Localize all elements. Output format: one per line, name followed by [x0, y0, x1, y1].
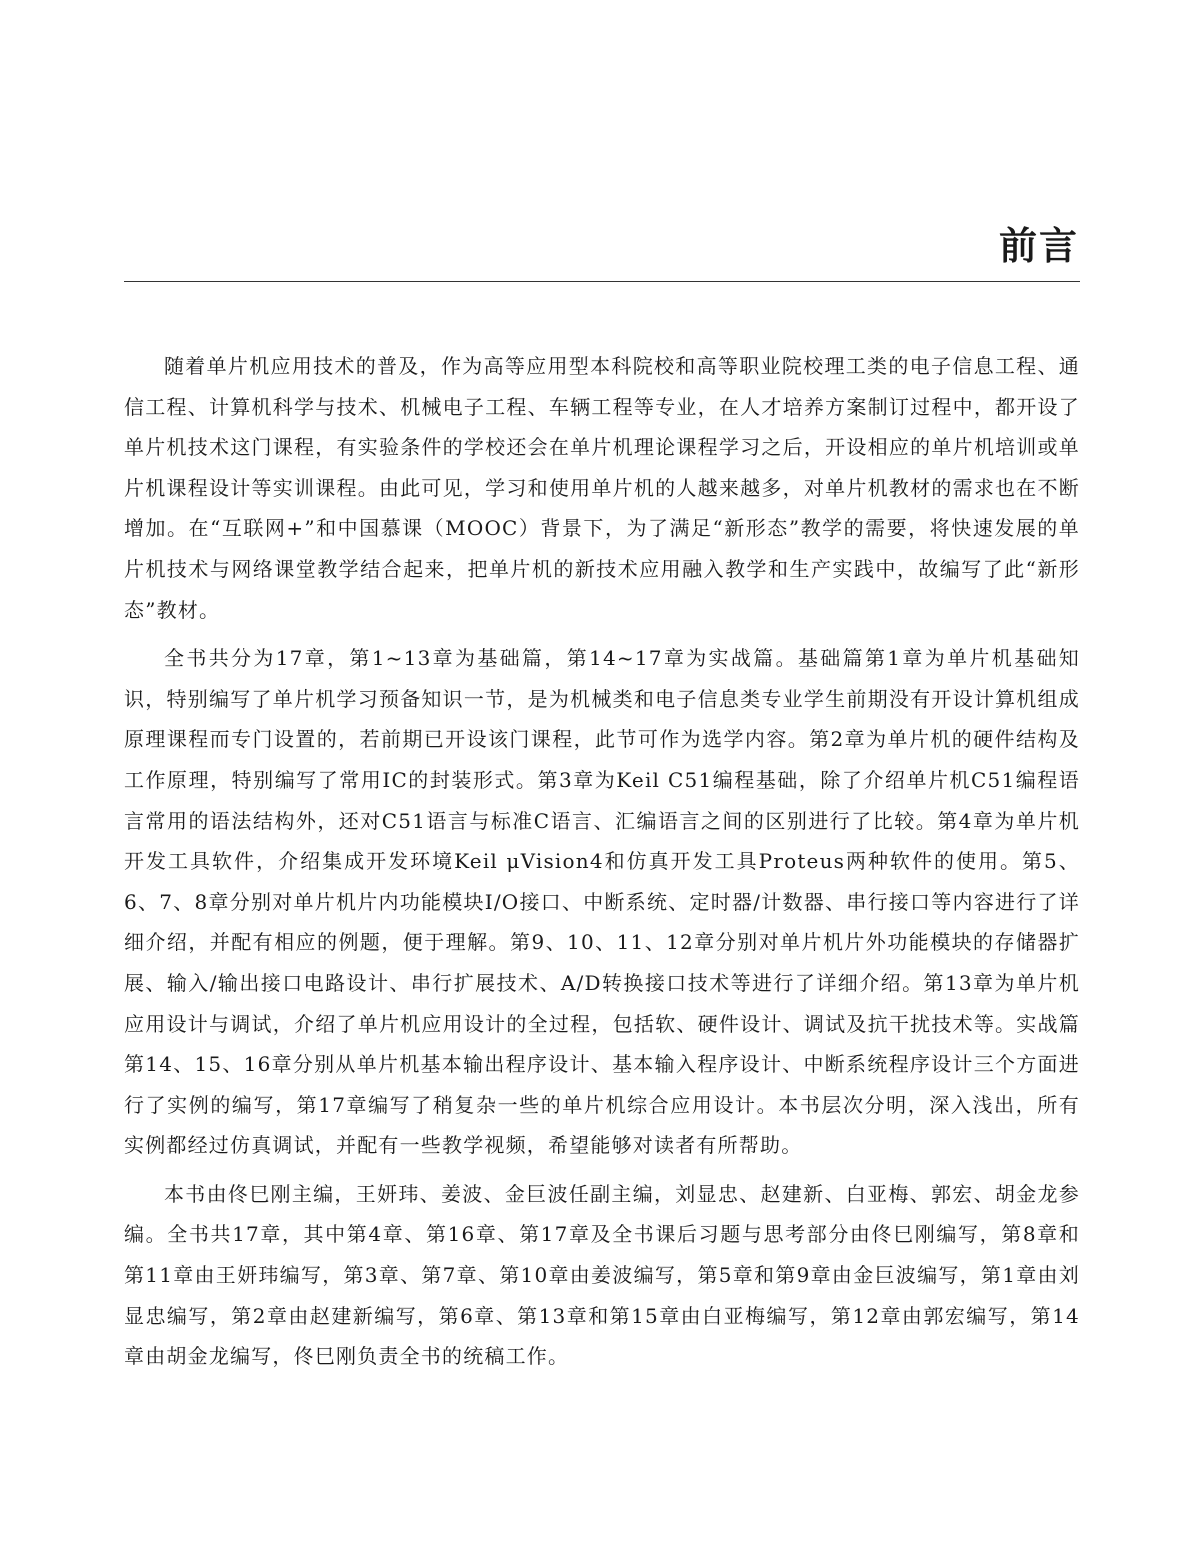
- paragraph-authors: 本书由佟巳刚主编，王妍玮、姜波、金巨波任副主编，刘显忠、赵建新、白亚梅、郭宏、胡金龙参编。全书共17章，其中第4章、第16章、第17章及全书课后习题与思考部分由佟巳刚编写，第8章和第11章由王妍玮编写，第3章、第7章、第10章由姜波编写，第5章和第9章由金巨波编写，第1章由刘显忠编写，第2章由赵建新编写，第6章、第13章和第15章由白亚梅编写，第12章由郭宏编写，第14章由胡金龙编写，佟巳刚负责全书的统稿工作。: [124, 1181, 1080, 1369]
- preface-body: [124, 346, 1080, 1385]
- title-divider: [124, 281, 1080, 282]
- page-title: 前言: [998, 223, 1079, 268]
- paragraph-intro: 随着单片机应用技术的普及，作为高等应用型本科院校和高等职业院校理工类的电子信息工程、通信工程、计算机科学与技术、机械电子工程、车辆工程等专业，在人才培养方案制订过程中，都开设了单片机技术这门课程，有实验条件的学校还会在单片机理论课程学习之后，开设相应的单片机培训或单片机课程设计等实训课程。由此可见，学习和使用单片机的人越来越多，对单片机教材的需求也在不断增加。在“互联网+”和中国慕课（MOOC）背景下，为了满足“新形态”教学的需要，将快速发展的单片机技术与网络课堂教学结合起来，把单片机的新技术应用融入教学和生产实践中，故编写了此“新形态”教材。: [124, 354, 1080, 622]
- paragraph-structure: 全书共分为17章，第1~13章为基础篇，第14~17章为实战篇。基础篇第1章为单片机基础知识，特别编写了单片机学习预备知识一节，是为机械类和电子信息类专业学生前期没有开设计算机组成原理课程而专门设置的，若前期已开设该门课程，此节可作为选学内容。第2章为单片机的硬件结构及工作原理，特别编写了常用IC的封装形式。第3章为Keil C51编程基础，除了介绍单片机C51编程语言常用的语法结构外，还对C51语言与标准C语言、汇编语言之间的区别进行了比较。第4章为单片机开发工具软件，介绍集成开发环境Keil μVision4和仿真开发工具Proteus两种软件的使用。第5、6、7、8章分别对单片机片内功能模块I/O接口、中断系统、定时器/计数器、串行接口等内容进行了详细介绍，并配有相应的例题，便于理解。第9、10、11、12章分别对单片机片外功能模块的存储器扩展、输入/输出接口电路设计、串行扩展技术、A/D转换接口技术等进行了详细介绍。第13章为单片机应用设计与调试，介绍了单片机应用设计的全过程，包括软、硬件设计、调试及抗干扰技术等。实战篇第14、15、16章分别从单片机基本输出程序设计、基本输入程序设计、中断系统程序设计三个方面进行了实例的编写，第17章编写了稍复杂一些的单片机综合应用设计。本书层次分明，深入浅出，所有实例都经过仿真调试，并配有一些教学视频，希望能够对读者有所帮助。: [124, 646, 1080, 1158]
